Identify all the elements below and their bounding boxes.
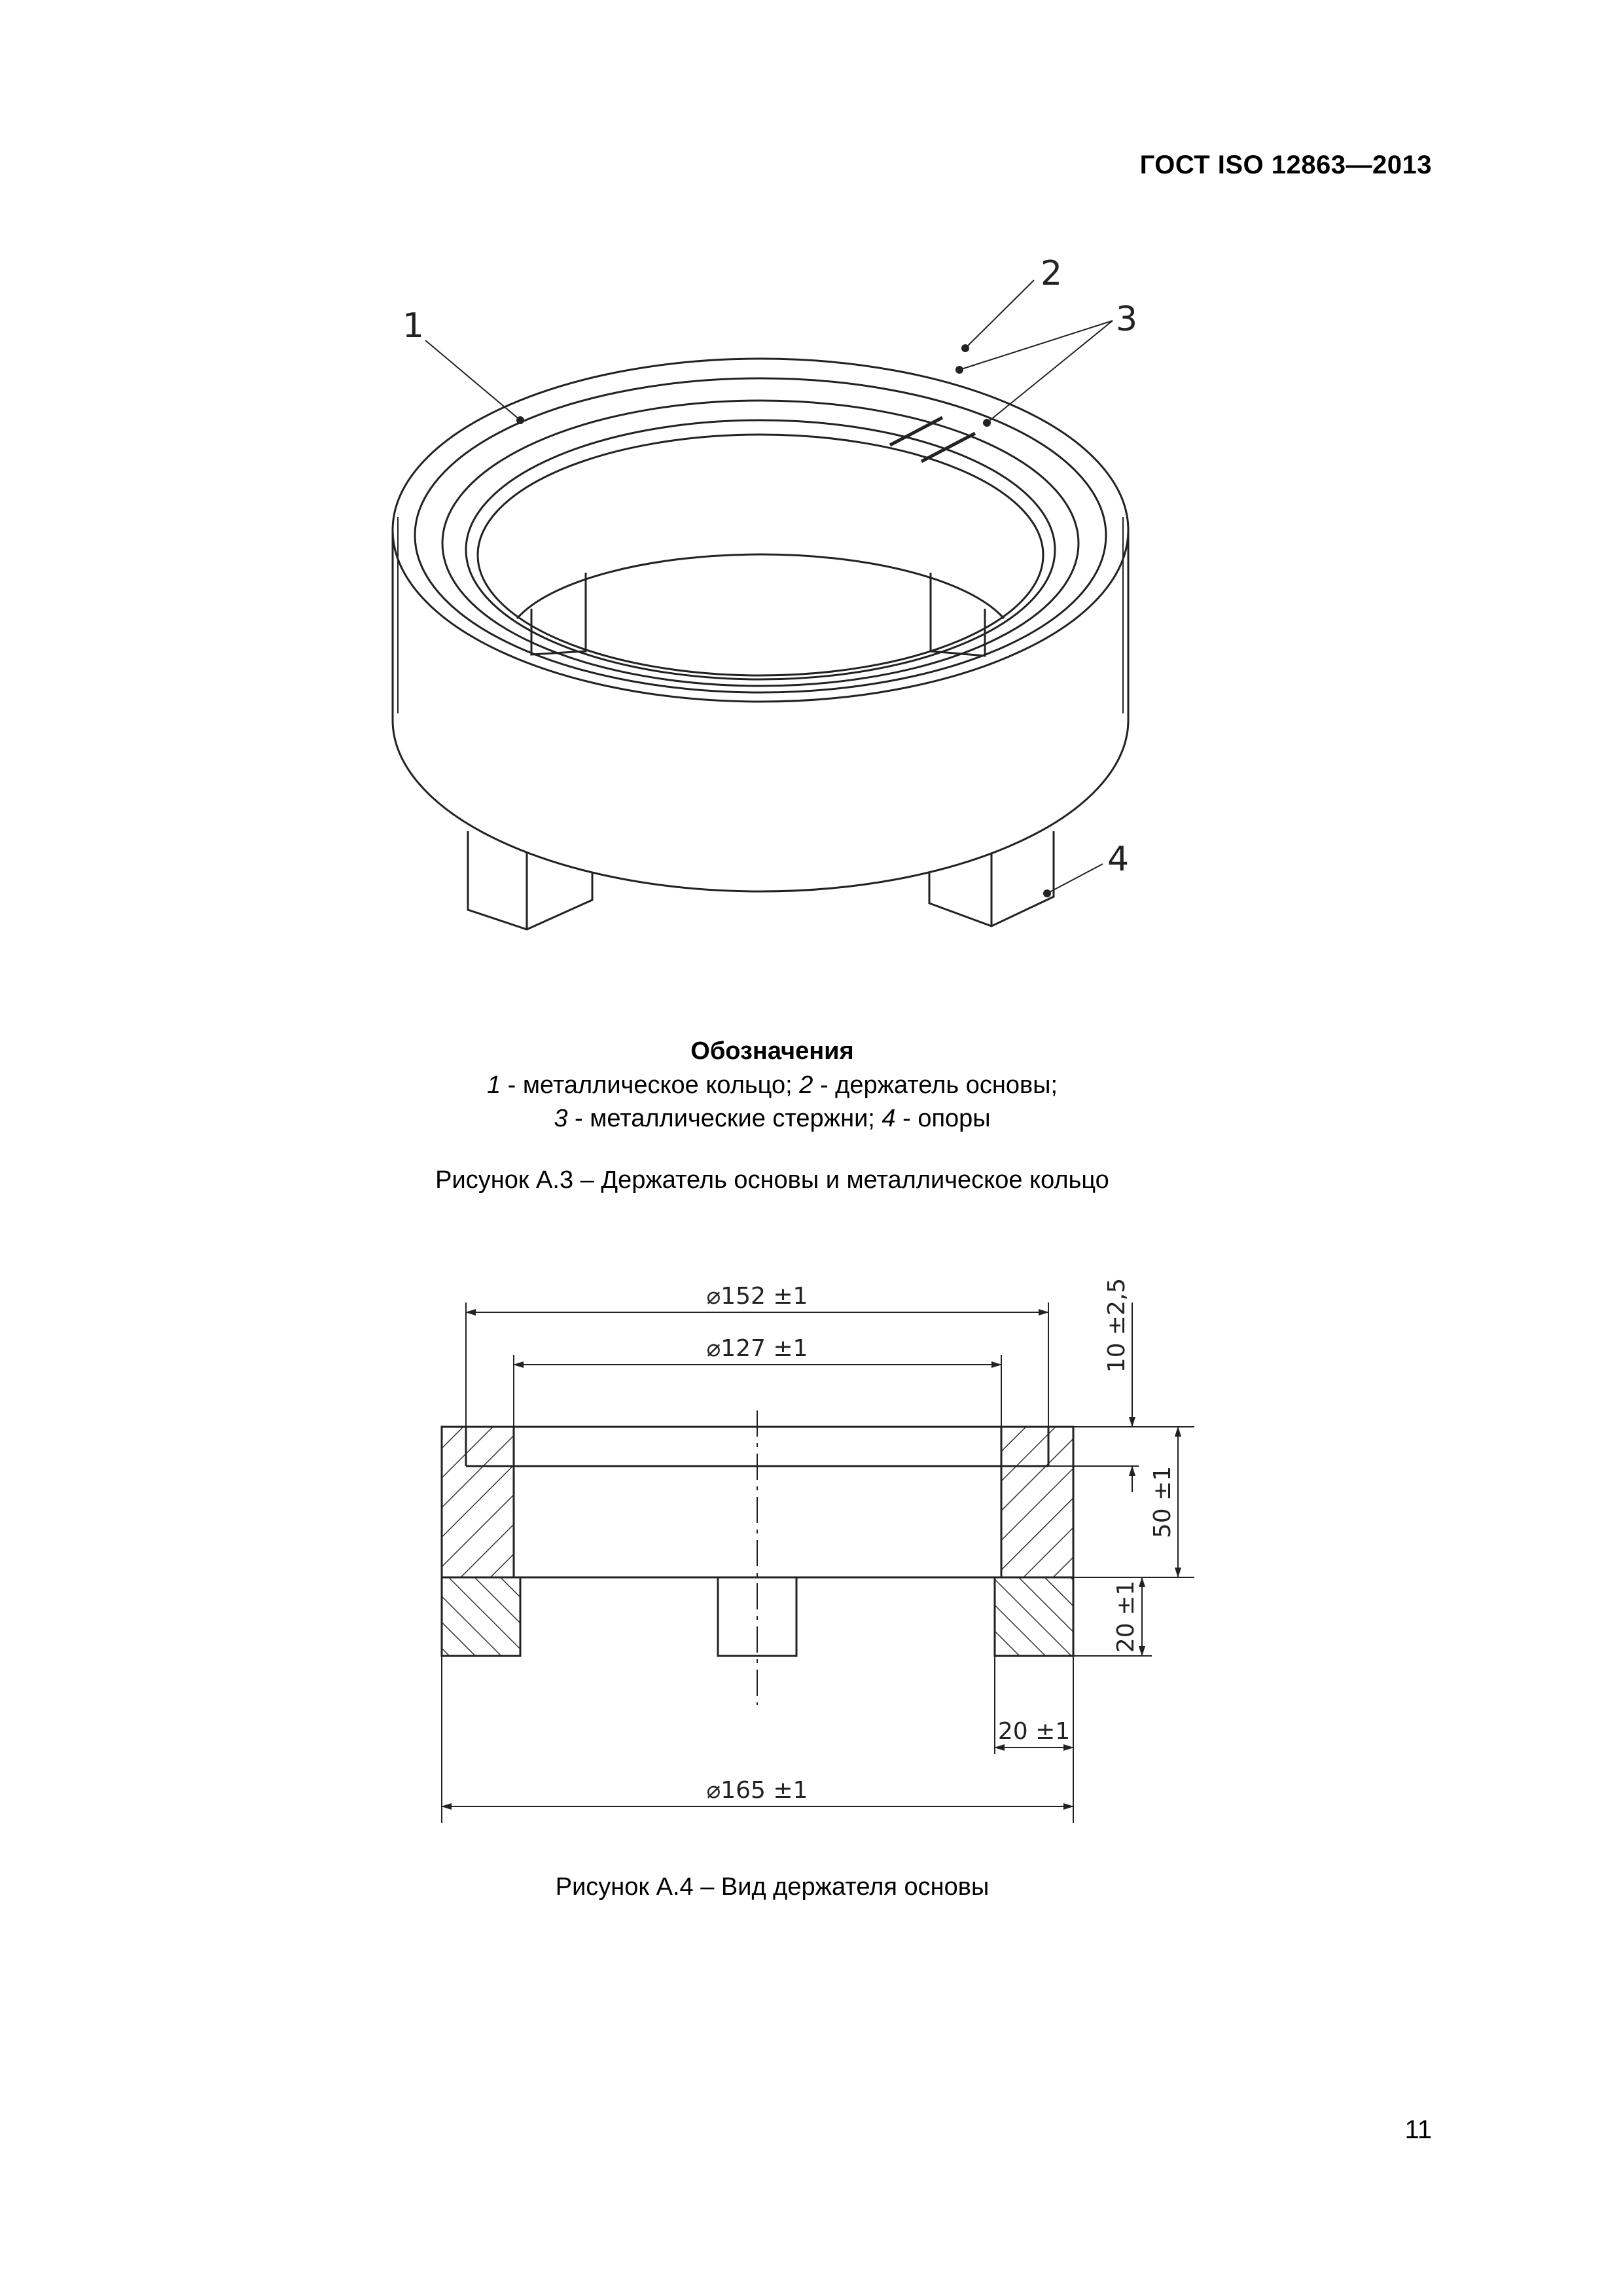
legend-line <box>0 1105 1544 1133</box>
legend-number: 4 <box>882 1105 896 1132</box>
legend-number: 3 <box>554 1105 568 1132</box>
wall-section-right <box>1001 1427 1073 1577</box>
dim-leg-height: 20 ±1 <box>1113 1580 1139 1653</box>
figure-caption-a4: Рисунок А.4 – Вид держателя основы <box>555 1873 990 1901</box>
callout-label: 2 <box>1041 255 1063 293</box>
legend-number: 2 <box>799 1071 813 1099</box>
dim-leg-width: 20 ±1 <box>997 1718 1071 1745</box>
document-header: ГОСТ ISO 12863—2013 <box>1139 151 1432 179</box>
dim-outer-top: ⌀152 ±1 <box>706 1283 808 1310</box>
figure-caption-a3: Рисунок А.3 – Держатель основы и металлическое кольцо <box>435 1166 1109 1194</box>
page-number: 11 <box>1404 2115 1432 2144</box>
dim-inner-top: ⌀127 ±1 <box>706 1335 808 1362</box>
wall-section-left <box>442 1427 514 1577</box>
callout-label: 1 <box>402 306 424 346</box>
legend-number: 1 <box>486 1071 501 1099</box>
leg-section-left <box>442 1577 520 1656</box>
legend-text: - держатель основы; <box>813 1071 1058 1099</box>
figure-a3-drawing <box>366 255 1178 982</box>
legend-line <box>0 1071 1544 1100</box>
callout-label: 4 <box>1107 840 1130 879</box>
dim-step-height: 10 ±2,5 <box>1103 1278 1130 1373</box>
dim-body-height: 50 ±1 <box>1149 1465 1176 1539</box>
legend-text: - опоры <box>895 1105 991 1132</box>
leg-section-right <box>995 1577 1073 1656</box>
holder-body <box>393 530 1128 891</box>
callout-label: 3 <box>1116 300 1138 339</box>
metal-rod <box>890 418 942 445</box>
figure-a4-drawing <box>419 1263 1296 1839</box>
legend-text: - металлическое кольцо; <box>501 1071 800 1099</box>
dim-base-diameter: ⌀165 ±1 <box>706 1777 808 1804</box>
legend-text: - металлические стержни; <box>567 1105 882 1132</box>
legend-title: Обозначения <box>690 1037 854 1065</box>
